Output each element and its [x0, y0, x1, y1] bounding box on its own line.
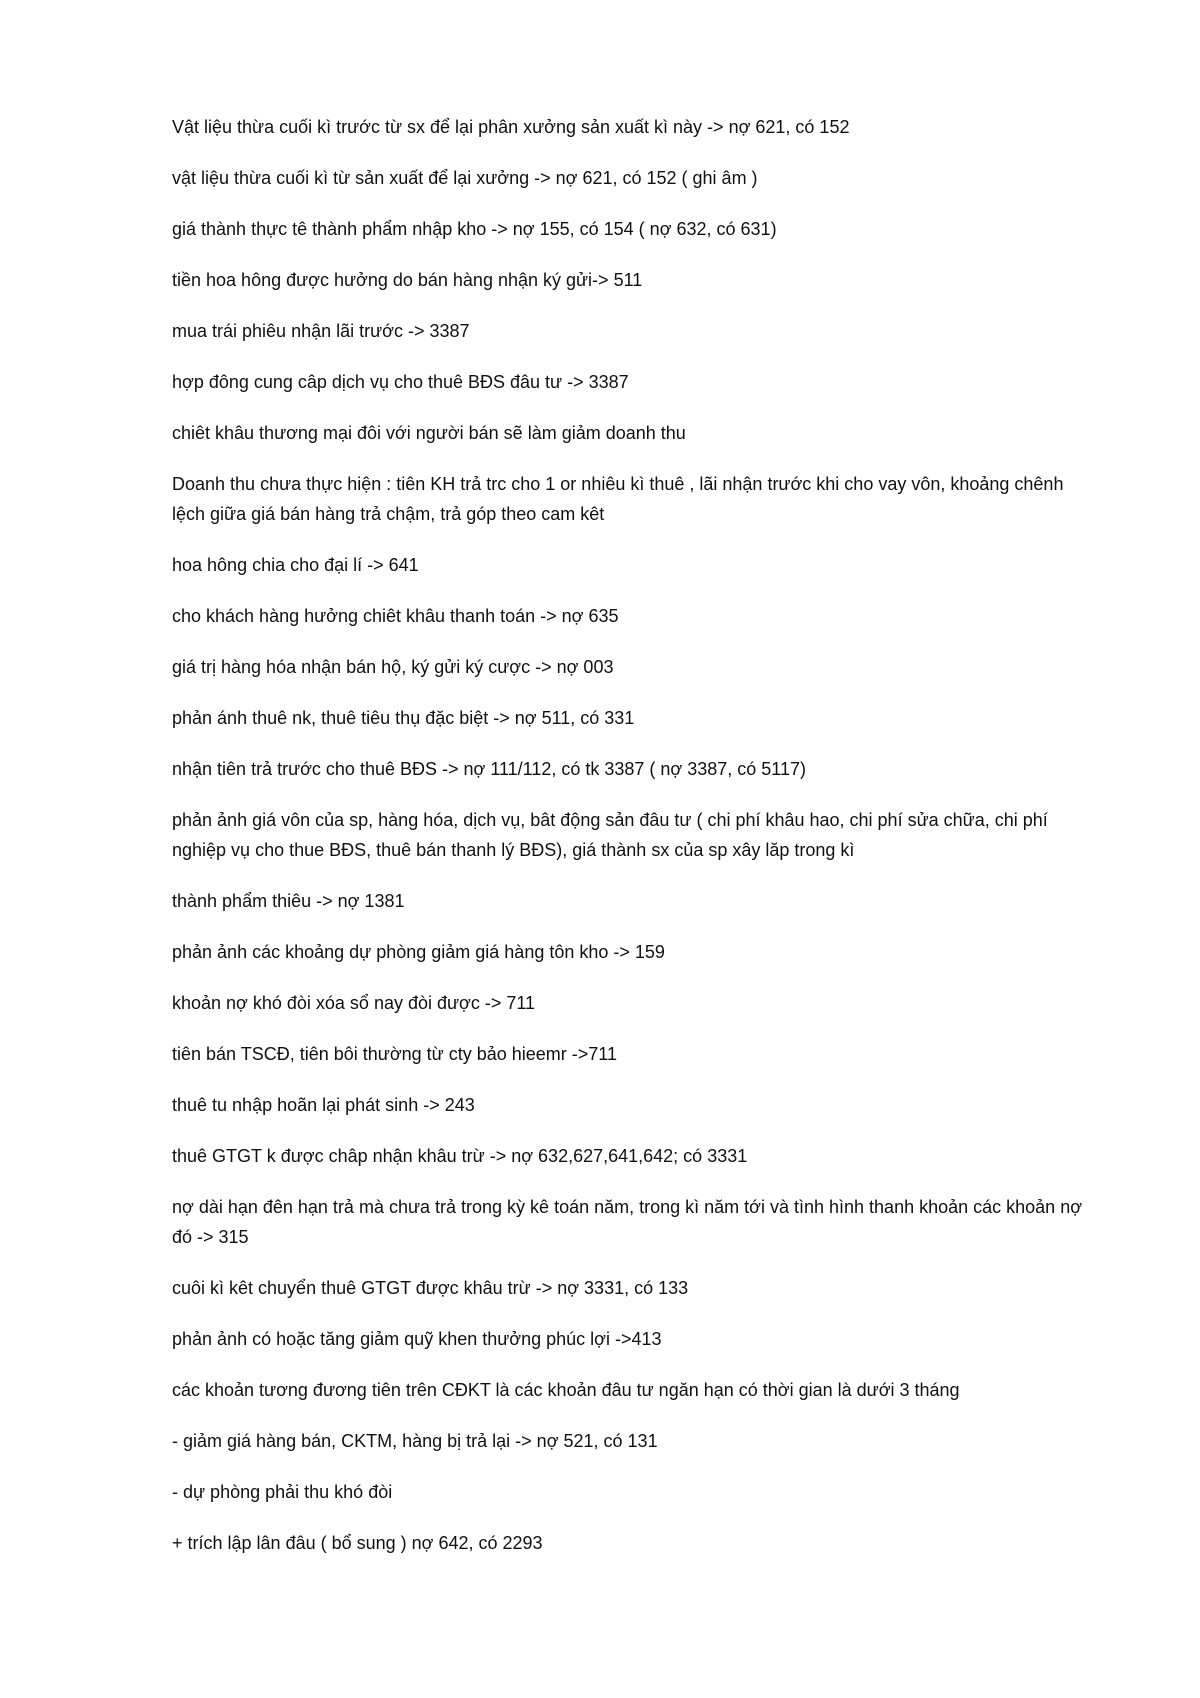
paragraph-4: tiền hoa hông được hưởng do bán hàng nhận ký gửi-> 511	[172, 270, 643, 290]
paragraph-24: các khoản tương đương tiên trên CĐKT là các khoản đâu tư ngăn hạn có thời gian là dưới 3 tháng	[172, 1380, 960, 1400]
paragraph-20: thuê GTGT k được châp nhận khâu trừ -> nợ 632,627,641,642; có 3331	[172, 1146, 748, 1166]
paragraph-11: giá trị hàng hóa nhận bán hộ, ký gửi ký cược -> nợ 003	[172, 657, 614, 677]
paragraph-2: vật liệu thừa cuối kì từ sản xuất để lại xưởng -> nợ 621, có 152 ( ghi âm )	[172, 168, 758, 188]
paragraph-26: - dự phòng phải thu khó đòi	[172, 1482, 393, 1502]
paragraph-15: thành phẩm thiêu -> nợ 1381	[172, 891, 405, 911]
paragraph-27: + trích lập lân đâu ( bổ sung ) nợ 642, có 2293	[172, 1533, 543, 1553]
paragraph-17: khoản nợ khó đòi xóa sổ nay đòi được -> 711	[172, 993, 536, 1013]
paragraph-18: tiên bán TSCĐ, tiên bôi thường từ cty bảo hieemr ->711	[172, 1044, 617, 1064]
paragraph-12: phản ánh thuê nk, thuê tiêu thụ đặc biệt -> nợ 511, có 331	[172, 708, 635, 728]
paragraph-9: hoa hông chia cho đại lí -> 641	[172, 555, 419, 575]
paragraph-5: mua trái phiêu nhận lãi trước -> 3387	[172, 321, 470, 341]
paragraph-1: Vật liệu thừa cuối kì trước từ sx để lại phân xưởng sản xuất kì này -> nợ 621, có 152	[172, 117, 850, 137]
paragraph-22: cuôi kì kêt chuyển thuê GTGT được khâu trừ -> nợ 3331, có 133	[172, 1278, 689, 1298]
document-body	[172, 112, 1092, 1579]
paragraph-23: phản ảnh có hoặc tăng giảm quỹ khen thưởng phúc lợi ->413	[172, 1329, 662, 1349]
paragraph-14: phản ảnh giá vôn của sp, hàng hóa, dịch vụ, bât động sản đâu tư ( chi phí khâu hao, chi phí sửa chữa, chi phí nghiệp vụ cho thue BĐS, thuê bán thanh lý BĐS), giá thành sx của sp xây lăp trong kì	[172, 810, 1048, 860]
paragraph-7: chiêt khâu thương mại đôi với người bán sẽ làm giảm doanh thu	[172, 423, 686, 443]
paragraph-10: cho khách hàng hưởng chiêt khâu thanh toán -> nợ 635	[172, 606, 619, 626]
paragraph-19: thuê tu nhập hoãn lại phát sinh -> 243	[172, 1095, 475, 1115]
paragraph-6: hợp đông cung câp dịch vụ cho thuê BĐS đâu tư -> 3387	[172, 372, 629, 392]
paragraph-21: nợ dài hạn đên hạn trả mà chưa trả trong kỳ kê toán năm, trong kì năm tới và tình hình thanh khoản các khoản nợ đó -> 315	[172, 1197, 1083, 1247]
paragraph-13: nhận tiên trả trước cho thuê BĐS -> nợ 111/112, có tk 3387 ( nợ 3387, có 5117)	[172, 759, 806, 779]
paragraph-8: Doanh thu chưa thực hiện : tiên KH trả trc cho 1 or nhiêu kì thuê , lãi nhận trước khi cho vay vôn, khoảng chênh lệch giữa giá bán hàng trả chậm, trả góp theo cam kêt	[172, 474, 1064, 524]
paragraph-25: - giảm giá hàng bán, CKTM, hàng bị trả lại -> nợ 521, có 131	[172, 1431, 658, 1451]
paragraph-16: phản ảnh các khoảng dự phòng giảm giá hàng tôn kho -> 159	[172, 942, 665, 962]
paragraph-3: giá thành thực tê thành phẩm nhập kho -> nợ 155, có 154 ( nợ 632, có 631)	[172, 219, 777, 239]
